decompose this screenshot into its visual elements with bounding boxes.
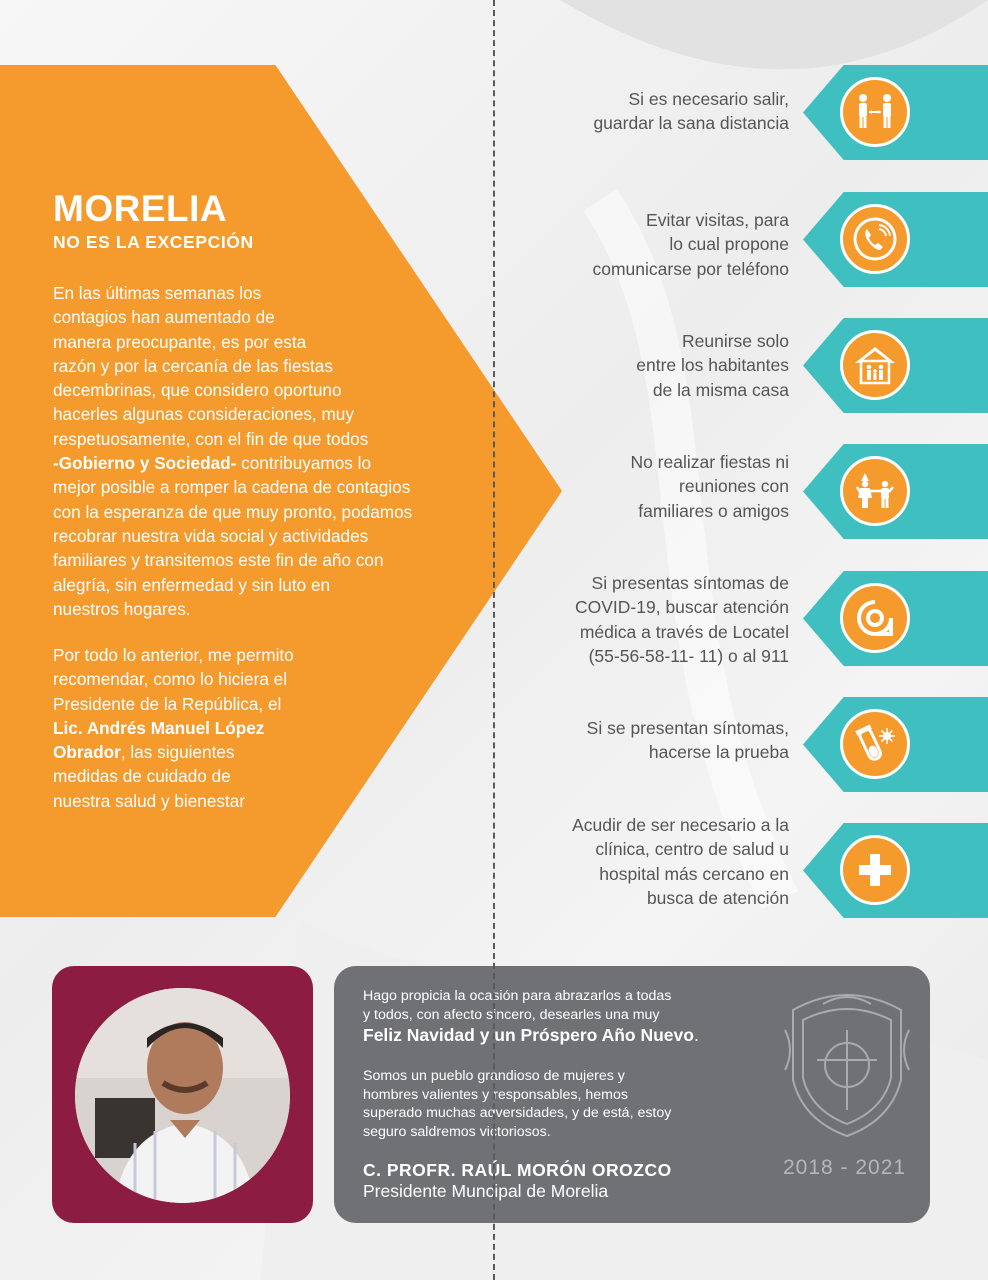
measure-text bbox=[572, 813, 789, 910]
signature-name: C. PROFR. RAÚL MORÓN OROZCO bbox=[363, 1160, 672, 1180]
message-line: Somos un pueblo grandioso de mujeres y bbox=[363, 1068, 625, 1084]
social-distance-icon bbox=[840, 77, 910, 147]
measure-text bbox=[587, 716, 789, 765]
intro-line-bold bbox=[53, 451, 523, 475]
portrait-image bbox=[75, 988, 290, 1203]
intro-line: contagios han aumentado de bbox=[53, 307, 275, 328]
measure-line: Si presentas síntomas de bbox=[591, 573, 789, 593]
intro-line: En las últimas semanas los bbox=[53, 283, 262, 303]
measure-line: Acudir de ser necesario a la bbox=[572, 815, 789, 835]
measure-line: (55-56-58-11- 11) o al 911 bbox=[588, 645, 789, 666]
message-line: Hago propicia la ocasión para abrazarlos a todas bbox=[363, 988, 672, 1004]
recommend-after-name: , las siguientes bbox=[120, 742, 235, 763]
intro-paragraph bbox=[53, 281, 523, 621]
measure-text bbox=[636, 329, 789, 402]
holiday-greeting: Feliz Navidad y un Próspero Año Nuevo bbox=[363, 1025, 694, 1045]
fold-dashed-line bbox=[493, 0, 495, 1280]
intro-line: respetuosamente, con el fin de que todos bbox=[53, 428, 369, 449]
measure-line: comunicarse por teléfono bbox=[592, 258, 789, 279]
measure-line: Evitar visitas, para bbox=[646, 210, 789, 230]
measure-line: Si se presentan síntomas, bbox=[586, 718, 789, 738]
intro-line: familiares y transitemos este fin de año con bbox=[53, 550, 384, 571]
intro-line: mejor posible a romper la cadena de contagios bbox=[53, 477, 411, 498]
intro-line: decembrinas, que considero oportuno bbox=[53, 380, 342, 401]
president-name-line bbox=[53, 716, 523, 740]
medical-cross-icon bbox=[840, 835, 910, 905]
measure-text bbox=[593, 87, 789, 136]
message-paragraph bbox=[363, 1067, 671, 1141]
recommendation-paragraph bbox=[53, 643, 523, 813]
measure-line: médica a través de Locatel bbox=[579, 621, 789, 642]
president-name-2: Obrador bbox=[53, 742, 121, 763]
greeting-line bbox=[363, 1025, 699, 1046]
president-name-1: Lic. Andrés Manuel López bbox=[53, 717, 265, 738]
measure-line: hospital más cercano en bbox=[599, 863, 789, 884]
message-line: y todos, con afecto sincero, desearles una muy bbox=[363, 1006, 660, 1023]
measure-text bbox=[593, 208, 790, 281]
measure-line: Si es necesario salir, bbox=[628, 89, 789, 109]
measure-line: busca de atención bbox=[646, 887, 789, 908]
measure-line: COVID-19, buscar atención bbox=[575, 597, 789, 618]
measure-line: entre los habitantes bbox=[636, 355, 789, 376]
measure-line: de la misma casa bbox=[652, 379, 789, 400]
intro-line: hacerles algunas consideraciones, muy bbox=[53, 404, 354, 425]
intro-line: con la esperanza de que muy pronto, podamos bbox=[53, 501, 413, 522]
coat-of-arms-icon bbox=[783, 990, 911, 1142]
locatel-icon bbox=[840, 583, 910, 653]
president-name-line bbox=[53, 740, 523, 764]
phone-icon bbox=[840, 204, 910, 274]
recommend-line: recomendar, como lo hiciera el bbox=[53, 669, 288, 690]
term-years: 2018 - 2021 bbox=[783, 1156, 907, 1179]
measure-line: guardar la sana distancia bbox=[593, 113, 789, 134]
page-subtitle: NO ES LA EXCEPCIÓN bbox=[53, 232, 254, 252]
measure-line: clínica, centro de salud u bbox=[595, 839, 789, 860]
portrait-card bbox=[52, 966, 313, 1223]
page-title: MORELIA bbox=[53, 188, 228, 229]
intro-line: razón y por la cercanía de las fiestas bbox=[53, 355, 333, 376]
message-line: seguro saldremos victoriosos. bbox=[363, 1123, 551, 1140]
greeting-period: . bbox=[693, 1025, 699, 1045]
measure-line: reuniones con bbox=[679, 476, 789, 497]
intro-line-after-bold: contribuyamos lo bbox=[236, 453, 372, 474]
party-icon bbox=[840, 456, 910, 526]
intro-line: alegría, sin enfermedad y sin luto en bbox=[53, 574, 331, 595]
measure-text bbox=[575, 571, 789, 668]
greeting-intro bbox=[363, 987, 671, 1024]
message-line: superado muchas adversidades, y de está, estoy bbox=[363, 1105, 672, 1121]
test-tube-icon bbox=[840, 709, 910, 779]
measure-line: No realizar fiestas ni bbox=[630, 452, 789, 472]
message-line: hombres valientes y responsables, hemos bbox=[363, 1086, 628, 1103]
measure-text bbox=[630, 450, 789, 523]
recommend-line: Por todo lo anterior, me permito bbox=[53, 645, 294, 665]
recommend-line: nuestra salud y bienestar bbox=[53, 790, 246, 811]
measure-line: lo cual propone bbox=[669, 234, 789, 255]
intro-line: nuestros hogares. bbox=[53, 598, 191, 619]
intro-line: manera preocupante, es por esta bbox=[53, 331, 307, 352]
portrait-photo bbox=[75, 988, 290, 1203]
measure-line: Reunirse solo bbox=[682, 331, 789, 351]
recommend-line: medidas de cuidado de bbox=[53, 766, 231, 787]
signature-role: Presidente Muncipal de Morelia bbox=[363, 1181, 609, 1201]
bold-phrase: -Gobierno y Sociedad- bbox=[53, 453, 237, 474]
recommend-line: Presidente de la República, el bbox=[53, 693, 282, 714]
intro-line: recobrar nuestra vida social y actividades bbox=[53, 525, 369, 546]
measure-line: hacerse la prueba bbox=[648, 742, 789, 763]
measure-line: familiares o amigos bbox=[638, 500, 789, 521]
family-house-icon bbox=[840, 330, 910, 400]
message-card bbox=[334, 966, 930, 1223]
